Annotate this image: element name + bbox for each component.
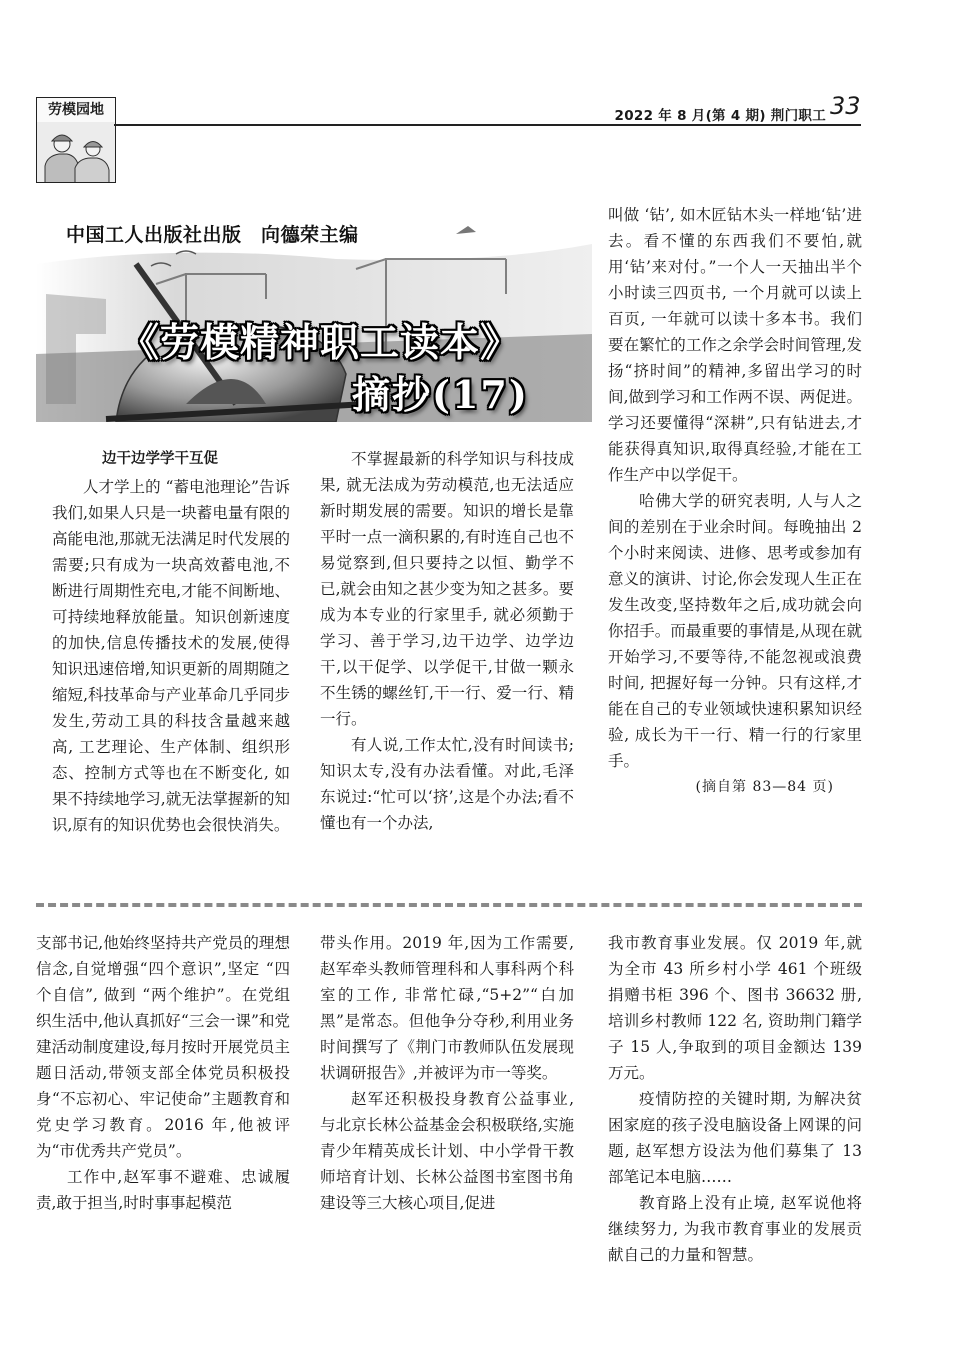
paragraph: 叫做 ‘钻’, 如木匠钻木头一样地‘钻’进去。看不懂的东西我们不要怕,就用‘钻’来对付。”一个人一天抽出半个小时读三四页书, 一个月就可以读上百页, 一年就可以读十多本书。我们要在繁忙的工作之余学会时间管理,发扬“挤时间”的精神,多留出学习的时间,做到学习和工作两不误、两促进。学习还要懂得“深耕”,只有钻进去,才能获得真知识,取得真经验,才能在工作生产中以学促干。 <box>608 206 862 484</box>
banner-publisher: 中国工人出版社出版 向德荣主编 <box>66 224 359 246</box>
worker-illustration <box>37 122 115 183</box>
lower-column-2 <box>320 930 574 1216</box>
paragraph: 赵军还积极投身教育公益事业, 与北京长林公益基金会积极联络,实施青少年精英成长计划、中小学骨干教师培育计划、长林公益图书室图书角建设等三大核心项目,促进 <box>320 1090 574 1212</box>
header-rule <box>114 124 861 126</box>
banner-title: 《劳模精神职工读本》 <box>120 320 521 366</box>
lower-column-3 <box>608 930 862 1268</box>
article-column-2 <box>320 446 574 836</box>
issue-info: 2022 年 8 月(第 4 期) 荆门职工 <box>614 108 826 124</box>
title-banner <box>36 204 592 422</box>
paragraph: 有人说,工作太忙,没有时间读书;知识太专,没有办法看懂。对此,毛泽东说过:“忙可以‘挤’,这是个办法;看不懂也有一个办法, <box>320 736 574 832</box>
section-divider <box>36 903 862 907</box>
banner-subtitle: 摘抄(17) <box>352 372 529 417</box>
paragraph: 工作中,赵军事不避难、忠诚履责,敢于担当,时时事事起模范 <box>36 1168 290 1212</box>
article-column-3 <box>608 202 862 800</box>
source-note: (摘自第 83—84 页) <box>695 779 834 795</box>
paragraph: 支部书记,他始终坚持共产党员的理想信念,自觉增强“四个意识”,坚定 “四个自信”, 做到 “两个维护”。在党组织生活中,他认真抓好“三会一课”和党建活动制度建设,每月按时开展党员主题日活动,带领支部全体党员积极投身“不忘初心、牢记使命”主题教育和党史学习教育。2016 年,他被评为“市优秀共产党员”。 <box>36 934 290 1160</box>
paragraph: 不掌握最新的科学知识与科技成果, 就无法成为劳动模范,也无法适应新时期发展的需要。知识的增长是靠平时一点一滴积累的,有时连自己也不易觉察到,但只要持之以恒、勤学不已,就会由知之甚少变为知之甚多。要成为本专业的行家里手, 就必须勤于学习、善于学习,边干边学、边学边干,以干促学、以学促干,甘做一颗永不生锈的螺丝钉,干一行、爱一行、精一行。 <box>320 450 574 728</box>
article-column-1 <box>52 446 290 838</box>
section-heading: 边干边学学干互促 <box>102 451 218 467</box>
paragraph: 人才学上的 “蓄电池理论”告诉我们,如果人只是一块蓄电量有限的高能电池,那就无法满足时代发展的需要;只有成为一块高效蓄电池,不断进行周期性充电,才能不间断地、可持续地释放能量。知识创新速度的加快,信息传播技术的发展,使得知识迅速倍增,知识更新的周期随之缩短,科技革命与产业革命几乎同步发生,劳动工具的科技含量越来越高, 工艺理论、生产体制、组织形态、控制方式等也在不断变化, 如果不持续地学习,就无法掌握新的知识,原有的知识优势也会很快消失。 <box>52 478 290 834</box>
paragraph: 教育路上没有止境, 赵军说他将继续努力, 为我市教育事业的发展贡献自己的力量和智慧。 <box>608 1194 862 1264</box>
column-tag <box>36 97 116 183</box>
lower-column-1 <box>36 930 290 1216</box>
column-name: 劳模园地 <box>48 102 104 118</box>
paragraph: 带头作用。2019 年,因为工作需要,赵军牵头教师管理科和人事科两个科室的工作, 非常忙碌,“5+2”“白加黑”是常态。但他争分夺秒,利用业务时间撰写了《荆门市教师队伍发展现状调研报告》,并被评为市一等奖。 <box>320 934 574 1082</box>
paragraph: 哈佛大学的研究表明, 人与人之间的差别在于业余时间。每晚抽出 2 个小时来阅读、进修、思考或参加有意义的演讲、讨论,你会发现人生正在发生改变,坚持数年之后,成功就会向你招手。而最重要的事情是,从现在就开始学习,不要等待,不能忽视或浪费时间, 把握好每一分钟。只有这样,才能在自己的专业领域快速积累知识经验, 成长为干一行、精一行的行家里手。 <box>608 492 862 770</box>
paragraph: 疫情防控的关键时期, 为解决贫困家庭的孩子没电脑设备上网课的问题, 赵军想方设法为他们募集了 13 部笔记本电脑…… <box>608 1090 862 1186</box>
page-number: 33 <box>830 92 861 120</box>
paragraph: 我市教育事业发展。仅 2019 年,就为全市 43 所乡村小学 461 个班级捐赠书柜 396 个、图书 36632 册,培训乡村教师 122 名, 资助荆门籍学子 15 人,争取到的项目金额达 139 万元。 <box>608 934 862 1082</box>
